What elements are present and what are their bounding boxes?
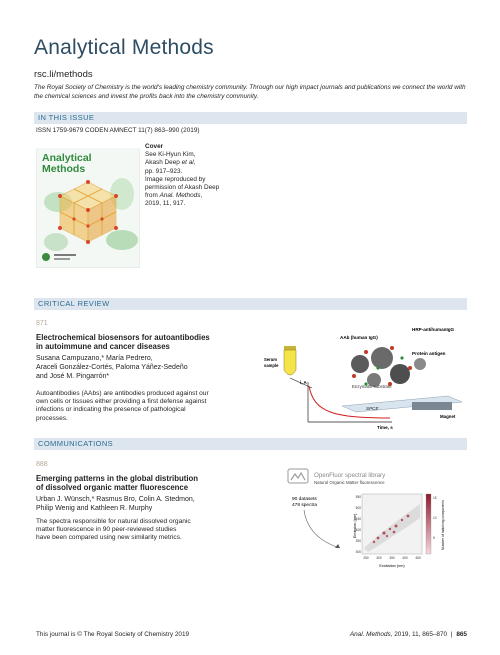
openfluor-title: OpenFluor spectral library bbox=[314, 472, 386, 479]
cover-line bbox=[145, 192, 265, 200]
section-communications bbox=[34, 438, 467, 450]
abstract-line: The spectra responsible for natural dissolved organic bbox=[36, 518, 191, 525]
aab-label: AAb (human IgG) bbox=[340, 335, 378, 340]
footer-journal: Anal. Methods bbox=[349, 631, 391, 638]
article-title[interactable] bbox=[36, 333, 276, 352]
emission-tick: 300 bbox=[355, 550, 361, 554]
emission-tick: 400 bbox=[355, 528, 361, 532]
openfluor-logo-icon bbox=[288, 469, 308, 483]
excitation-tick: 450 bbox=[415, 556, 421, 560]
cover-line-text: , bbox=[200, 192, 203, 200]
current-axis-label: i, A bbox=[300, 380, 307, 385]
datasets-count: 90 datasets bbox=[292, 497, 317, 502]
cover-line-text: Akash Deep bbox=[145, 159, 182, 167]
cover-line bbox=[145, 159, 265, 167]
footer-divider: | bbox=[450, 631, 453, 638]
time-axis-label: Time, s bbox=[377, 425, 393, 430]
substrate-label: Enzymatic substrate bbox=[352, 384, 392, 389]
emission-tick: 450 bbox=[355, 517, 361, 521]
cover-mini-title: Analytical bbox=[42, 152, 92, 164]
article-page-number[interactable]: 888 bbox=[36, 461, 48, 468]
article-page-number[interactable]: 871 bbox=[36, 320, 48, 327]
abstract-line: infections or indicating the presence of pathological bbox=[36, 406, 186, 414]
spectra-count: 478 spectra bbox=[292, 503, 318, 508]
article-title-line: Emerging patterns in the global distribution bbox=[36, 474, 199, 483]
authors-line: Susana Campuzano,* María Pedrero, bbox=[36, 355, 153, 362]
cover-pages[interactable]: pp. 917–923. bbox=[145, 167, 183, 175]
journal-title: Analytical Methods bbox=[34, 36, 214, 59]
emission-axis-label: Emission (nm) bbox=[353, 513, 357, 538]
colorbar-tick: 10 bbox=[433, 516, 437, 520]
journal-url[interactable]: rsc.li/methods bbox=[34, 69, 93, 80]
excitation-ticks bbox=[363, 556, 421, 560]
section-heading: COMMUNICATIONS bbox=[38, 439, 114, 448]
article-abstract bbox=[36, 390, 241, 423]
emission-tick: 500 bbox=[355, 506, 361, 510]
cover-label: Cover bbox=[145, 143, 164, 150]
magnet-label: Magnet bbox=[440, 414, 456, 419]
colorbar-ticks bbox=[433, 496, 437, 540]
authors-line: Philip Wenig and Kathleen R. Murphy bbox=[36, 504, 153, 512]
section-in-this-issue bbox=[34, 112, 467, 124]
article-title-line: Electrochemical biosensors for autoantibodies bbox=[36, 333, 210, 342]
colorbar-label: Number of matching components bbox=[441, 500, 445, 550]
article-title-line: of dissolved organic matter fluorescence bbox=[36, 483, 189, 493]
colorbar bbox=[426, 494, 431, 554]
cover-line-text: from bbox=[145, 192, 160, 200]
excitation-tick: 250 bbox=[363, 556, 369, 560]
colorbar-tick: 15 bbox=[433, 496, 437, 500]
cover-line-italic: Anal. Methods bbox=[159, 192, 201, 200]
article-authors bbox=[36, 355, 276, 381]
hrp-label: HRP-antihumanIgG bbox=[412, 327, 455, 332]
authors-line: and José M. Pingarrón* bbox=[36, 372, 110, 380]
abstract-line: have been compared using new similarity metrics. bbox=[36, 534, 182, 542]
cover-line: 2019, 11, 917. bbox=[145, 200, 186, 208]
article-abstract bbox=[36, 518, 241, 543]
cover-line: permission of Akash Deep bbox=[145, 184, 220, 192]
excitation-axis-label: Excitation (nm) bbox=[379, 564, 405, 568]
journal-intro: The Royal Society of Chemistry is the world's leading chemistry community. Through our high impact journals and publications we connect the world with the chemical sciences and invest the profits back into the chemistry community. bbox=[34, 84, 466, 100]
article-title[interactable] bbox=[36, 474, 276, 493]
cover-line-text: , bbox=[193, 159, 196, 167]
abstract-line: matter fluorescence in 90 peer-reviewed studies bbox=[36, 526, 177, 534]
colorbar-tick: 5 bbox=[433, 536, 435, 540]
biosensor-graphic bbox=[262, 322, 472, 430]
abstract-line: processes. bbox=[36, 414, 68, 422]
openfluor-graphic bbox=[284, 468, 469, 573]
protein-label: Protein antigen bbox=[412, 351, 446, 356]
authors-line: Urban J. Wünsch,* Rasmus Bro, Colin A. Stedmon, bbox=[36, 496, 195, 503]
footer-copyright: This journal is © The Royal Society of Chemistry 2019 bbox=[36, 631, 190, 638]
section-critical-review bbox=[34, 298, 467, 310]
article-authors bbox=[36, 496, 276, 514]
cover-image bbox=[36, 142, 140, 268]
emission-tick: 350 bbox=[355, 539, 361, 543]
footer-citation bbox=[350, 631, 467, 638]
footer-citation-rest: , 2019, 11, 865–870 bbox=[390, 631, 448, 638]
section-heading: CRITICAL REVIEW bbox=[38, 299, 110, 308]
cover-mini-title: Methods bbox=[42, 163, 86, 175]
openfluor-subtitle: Natural Organic Matter fluorescence bbox=[314, 480, 385, 485]
cover-caption bbox=[145, 143, 265, 209]
cover-line: Image reproduced by bbox=[145, 175, 206, 183]
cover-line-italic: et al bbox=[181, 159, 194, 167]
abstract-line: own cells or tissues either providing a first defense against bbox=[36, 398, 207, 406]
excitation-tick: 300 bbox=[376, 556, 382, 560]
excitation-tick: 400 bbox=[402, 556, 408, 560]
section-heading: IN THIS ISSUE bbox=[38, 113, 95, 122]
abstract-line: Autoantibodies (AAbs) are antibodies produced against our bbox=[36, 390, 209, 397]
footer-page-number: 865 bbox=[456, 631, 467, 638]
spce-label: SPCE bbox=[366, 406, 379, 411]
authors-line: Araceli González-Cortés, Paloma Yáñez-Sedeño bbox=[36, 363, 188, 371]
serum-label: Serum bbox=[264, 357, 278, 362]
serum-label: sample bbox=[264, 363, 279, 368]
excitation-tick: 350 bbox=[389, 556, 395, 560]
cover-line: See Ki-Hyun Kim, bbox=[145, 151, 196, 159]
article-title-line: in autoimmune and cancer diseases bbox=[36, 342, 170, 352]
emission-tick: 550 bbox=[355, 495, 361, 499]
issn-line: ISSN 1759-9679 CODEN AMNECT 11(7) 863–990 (2019) bbox=[36, 127, 200, 134]
